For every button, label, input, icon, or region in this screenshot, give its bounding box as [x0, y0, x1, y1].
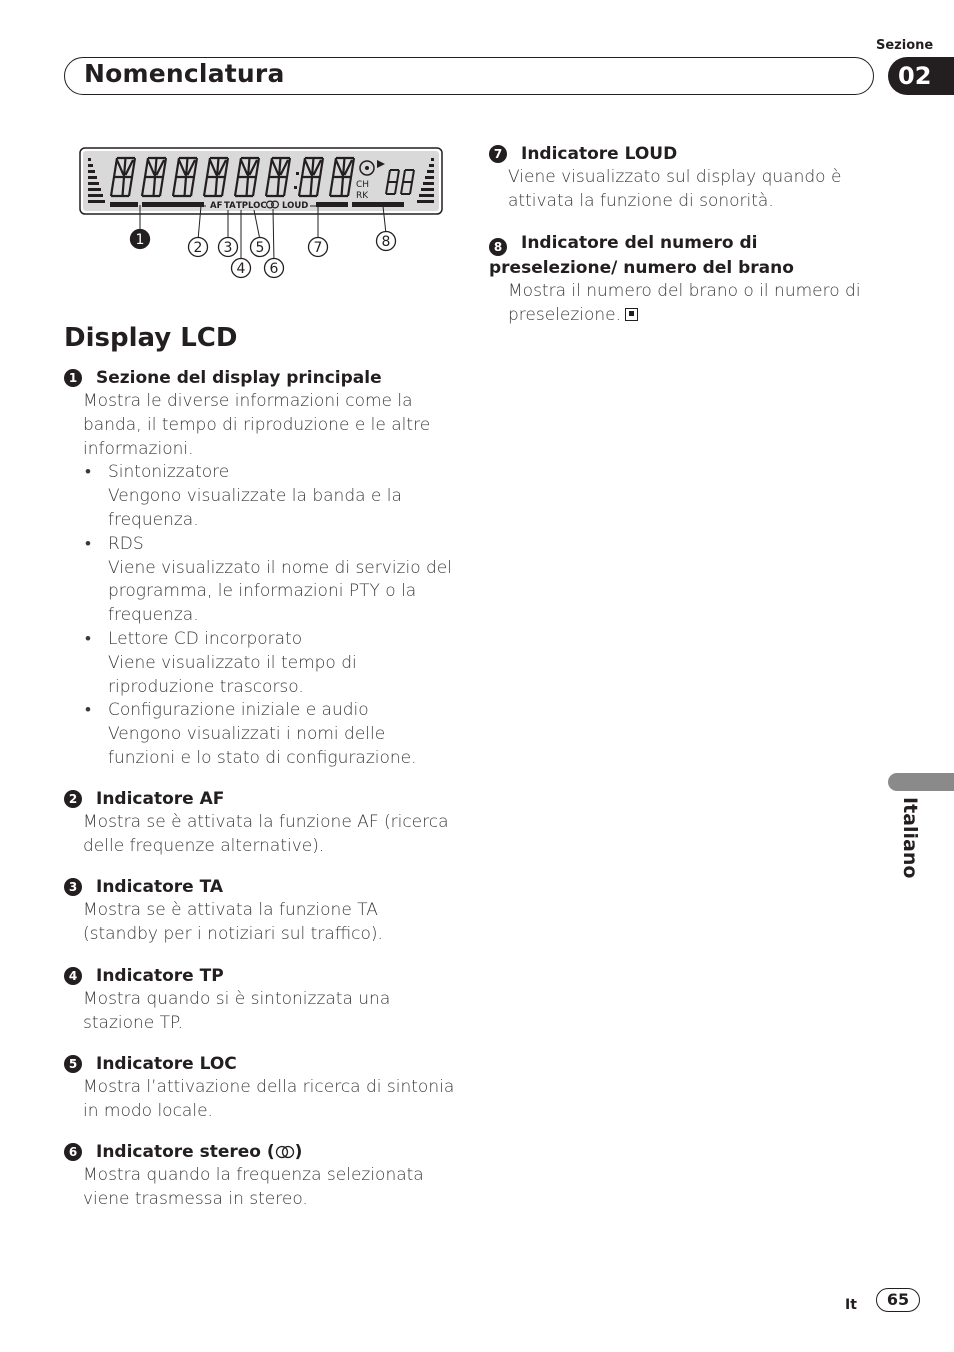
language-code: It: [845, 1297, 857, 1313]
entry-text: Mostra il numero del brano o il numero di preselezione.: [508, 281, 861, 325]
callout-number: 8: [381, 234, 391, 250]
entry-1: [64, 366, 456, 771]
number-badge: 4: [64, 967, 82, 985]
section-label: Sezione: [876, 38, 934, 53]
callout-number: 7: [313, 240, 323, 256]
entry-6: [64, 1140, 456, 1212]
stereo-icon: [275, 1145, 295, 1159]
entry-8: [489, 231, 879, 328]
entry-4: [64, 964, 456, 1036]
tp-indicator-label: TP: [236, 201, 249, 211]
list-item: • Lettore CD incorporato Viene visualizzato il tempo di riproduzione trascorso.: [83, 628, 456, 699]
list-item: • Configurazione iniziale e audio Vengono visualizzati i nomi delle funzioni e lo stato di configurazione.: [83, 699, 456, 770]
rk-label: RK: [356, 191, 369, 201]
callout-numbers: [131, 230, 396, 278]
bar-segment: [352, 202, 404, 207]
ta-indicator-label: TA: [224, 201, 236, 211]
bar-segment: [110, 202, 138, 207]
list-item: • RDS Viene visualizzato il nome di servizio del programma, le informazioni PTY o la frequenza.: [83, 533, 456, 628]
section-heading: Display LCD: [64, 323, 238, 353]
page-title: Nomenclatura: [84, 59, 285, 88]
entry-title: Sezione del display principale: [96, 368, 382, 388]
loc-indicator-label: LOC: [248, 201, 267, 211]
list-item: • Sintonizzatore Vengono visualizzate la banda e la frequenza.: [83, 461, 456, 532]
entry-5: [64, 1052, 456, 1124]
callout-number: 3: [223, 240, 233, 256]
loud-indicator-label: LOUD: [282, 201, 309, 211]
callout-number: 6: [269, 261, 279, 277]
lcd-display-diagram: [64, 138, 456, 288]
number-badge: 2: [64, 790, 82, 808]
page-number: 65: [876, 1288, 920, 1312]
ch-label: CH: [356, 180, 370, 190]
af-indicator-label: AF: [210, 201, 223, 211]
entry-text: Viene visualizzato sul display quando è attivata la funzione di sonorità.: [508, 167, 842, 211]
section-number-tab: 02: [888, 57, 954, 95]
callout-number: 5: [255, 240, 265, 256]
bar-segment: [142, 202, 204, 207]
end-mark-icon: [625, 308, 638, 321]
entry-text: Mostra quando si è sintonizzata una stazione TP.: [83, 989, 391, 1033]
entry-text: Mostra le diverse informazioni come la banda, il tempo di riproduzione e le altre informazioni.: [83, 391, 431, 459]
entry-text: Mostra quando la frequenza selezionata viene trasmessa in stereo.: [83, 1165, 424, 1209]
callout-number: 2: [193, 240, 203, 256]
number-badge: 1: [64, 369, 82, 387]
number-badge: 6: [64, 1143, 82, 1161]
entry-title: Indicatore LOC: [96, 1054, 237, 1074]
entry-text: Mostra l’attivazione della ricerca di sintonia in modo locale.: [83, 1077, 455, 1121]
entry-text: Mostra se è attivata la funzione AF (ricerca delle frequenze alternative).: [83, 812, 449, 856]
language-tab: [888, 773, 954, 791]
language-label: Italiano: [899, 797, 921, 879]
callout-number: 1: [135, 232, 145, 248]
number-badge: 8: [489, 238, 507, 256]
number-badge: 5: [64, 1055, 82, 1073]
entry-title: Indicatore LOUD: [521, 144, 678, 164]
number-badge: 7: [489, 145, 507, 163]
entry-title: Indicatore TA: [96, 877, 224, 897]
number-badge: 3: [64, 878, 82, 896]
entry-title: Indicatore del numero di preselezione/ numero del brano: [489, 233, 794, 278]
bar-segment: [316, 202, 348, 207]
entry-3: [64, 875, 456, 947]
bullet-list: [83, 461, 456, 770]
entry-7: [489, 142, 869, 214]
callout-number: 4: [236, 261, 246, 277]
entry-title: Indicatore TP: [96, 966, 224, 986]
entry-title: Indicatore AF: [96, 789, 225, 809]
entry-text: Mostra se è attivata la funzione TA (standby per i notiziari sul traffico).: [83, 900, 383, 944]
entry-2: [64, 787, 456, 859]
entry-title: Indicatore stereo ( ): [96, 1142, 303, 1162]
